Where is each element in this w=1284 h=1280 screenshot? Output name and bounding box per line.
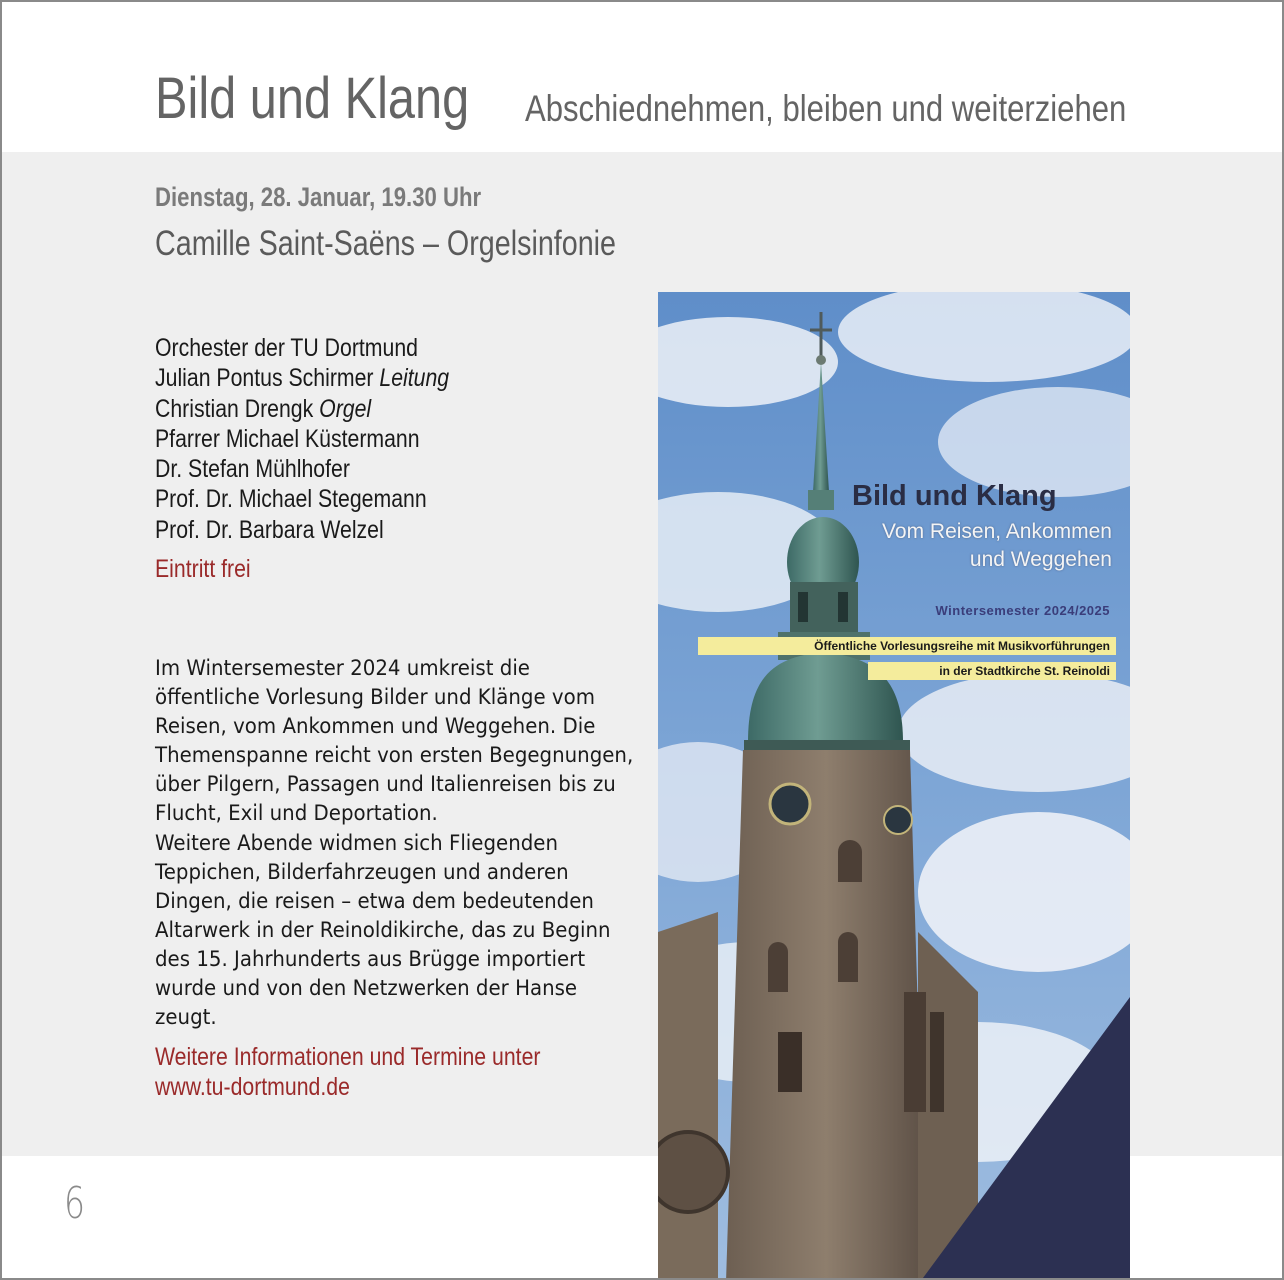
more-info-text: Weitere Informationen und Termine unter [155, 1043, 541, 1071]
performer-name: Julian Pontus Schirmer [155, 364, 374, 393]
performer-item [155, 394, 449, 424]
poster-semester: Wintersemester 2024/2025 [935, 603, 1110, 618]
admission-note: Eintritt frei [155, 555, 251, 583]
performer-item [155, 363, 449, 393]
performer-role: Leitung [379, 364, 450, 393]
performer-name: Prof. Dr. Michael Stegemann [155, 485, 427, 514]
performer-name: Prof. Dr. Barbara Welzel [155, 515, 384, 544]
description [155, 654, 634, 1032]
performer-role: Orgel [319, 394, 372, 423]
description-paragraph: Weitere Abende widmen sich Fliegenden Teppichen, Bilderfahrzeugen und anderen Dingen, die reisen – etwa dem bedeutenden Altarwerk in der Reinoldikirche, das zu Beginn des 15. Jahrhunderts aus Brügge importiert wurde und von den Netzwerken der Hanse zeugt. [155, 830, 611, 1031]
performer-name: Pfarrer Michael Küstermann [155, 424, 420, 453]
event-title: Camille Saint-Saëns – Orgelsinfonie [155, 224, 617, 263]
performer-name: Dr. Stefan Mühlhofer [155, 455, 350, 484]
poster-banner-line: in der Stadtkirche St. Reinoldi [868, 662, 1116, 680]
event-date: Dienstag, 28. Januar, 19.30 Uhr [155, 182, 482, 212]
performer-name: Orchester der TU Dortmund [155, 334, 418, 362]
more-info-url[interactable]: www.tu-dortmund.de [155, 1073, 350, 1101]
poster-subtitle-line: und Weggehen [969, 548, 1112, 571]
description-paragraph: Im Wintersemester 2024 umkreist die öffentliche Vorlesung Bilder und Klänge vom Reisen, vom Ankommen und Weggehen. Die Themenspanne reicht von ersten Begegnungen, über Pilgern, Passagen und Italienreisen bis zu Flucht, Exil und Deportation. [155, 656, 634, 827]
page-subtitle: Abschiednehmen, bleiben und weiterziehen [525, 88, 1127, 129]
page-number: 6 [64, 1178, 85, 1229]
poster-subtitle [882, 518, 1112, 574]
page-header [2, 2, 1282, 152]
poster-image [658, 292, 1130, 1280]
performer-item [155, 484, 449, 514]
performer-item [155, 333, 449, 363]
page-title: Bild und Klang [155, 66, 470, 131]
performer-item [155, 454, 449, 484]
performer-item [155, 515, 449, 545]
performer-item [155, 424, 449, 454]
poster-banner-line: Öffentliche Vorlesungsreihe mit Musikvorführungen [698, 637, 1116, 655]
performer-list [155, 333, 449, 545]
more-info [155, 1042, 540, 1102]
poster-title: Bild und Klang [852, 480, 1057, 512]
church-tower-illustration [658, 292, 1130, 1280]
performer-name: Christian Drengk [155, 394, 314, 423]
poster-subtitle-line: Vom Reisen, Ankommen [882, 520, 1112, 543]
